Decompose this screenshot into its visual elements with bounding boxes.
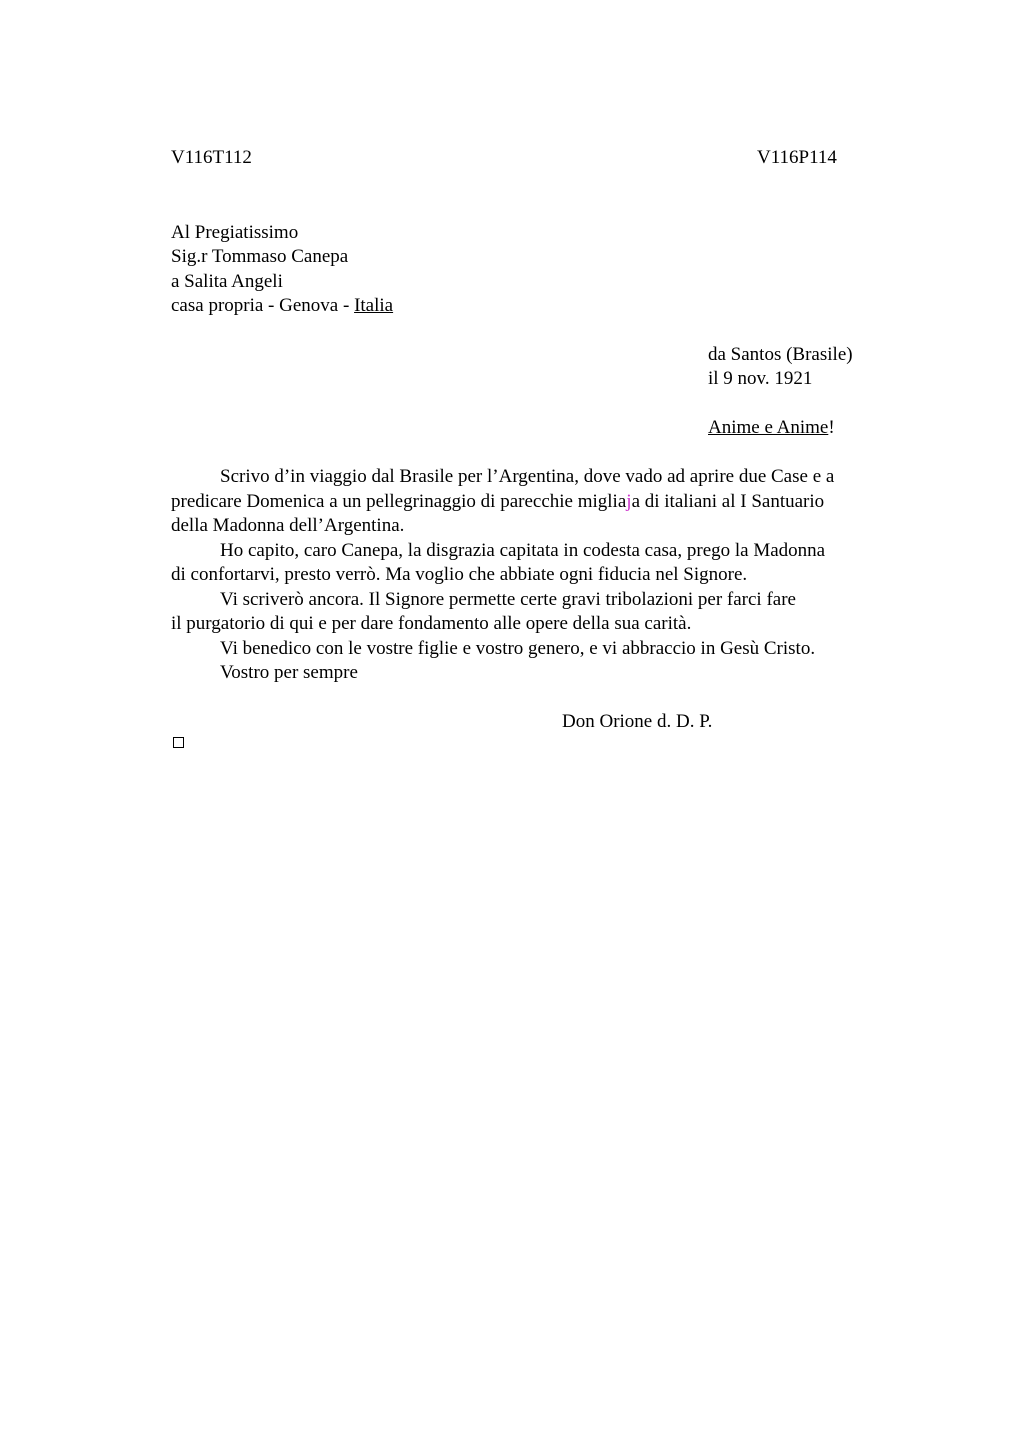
body-line: Ho capito, caro Canepa, la disgrazia capitata in codesta casa, prego la Madonna: [220, 540, 826, 561]
checkbox-icon: [173, 737, 184, 748]
body-text: predicare Domenica a un pellegrinaggio di parecchie miglia: [171, 491, 627, 512]
body-line: Vostro per sempre: [220, 662, 358, 683]
body-line: il purgatorio di qui e per dare fondamento alle opere della sua carità.: [171, 613, 692, 634]
motto-text: Anime e Anime: [708, 417, 829, 438]
body-line: Scrivo d’in viaggio dal Brasile per l’Argentina, dove vado ad aprire due Case e a: [220, 466, 835, 487]
motto: [708, 416, 835, 440]
body-line: Vi benedico con le vostre figlie e vostro genero, e vi abbraccio in Gesù Cristo.: [220, 638, 816, 659]
address-line: a Salita Angeli: [171, 271, 283, 292]
document-code-right: V116P114: [757, 147, 837, 168]
body-text: a di italiani al I Santuario: [631, 491, 825, 512]
body-line: [171, 490, 824, 514]
dateline-place: da Santos (Brasile): [708, 344, 853, 365]
address-city: casa propria - Genova -: [171, 295, 355, 316]
correction-mark: j: [626, 491, 632, 512]
address-line: Sig.r Tommaso Canepa: [171, 246, 349, 267]
address-line: Al Pregiatissimo: [171, 222, 299, 243]
address-country: Italia: [354, 295, 394, 316]
body-line: Vi scriverò ancora. Il Signore permette certe gravi tribolazioni per farci fare: [220, 589, 796, 610]
body-line: della Madonna dell’Argentina.: [171, 515, 405, 536]
dateline-date: il 9 nov. 1921: [708, 368, 813, 389]
address-line: [171, 294, 393, 318]
body-line: di confortarvi, presto verrò. Ma voglio che abbiate ogni fiducia nel Signore.: [171, 564, 748, 585]
document-code-left: V116T112: [171, 147, 252, 168]
motto-punct: !: [828, 417, 835, 438]
signature: Don Orione d. D. P.: [562, 711, 713, 732]
